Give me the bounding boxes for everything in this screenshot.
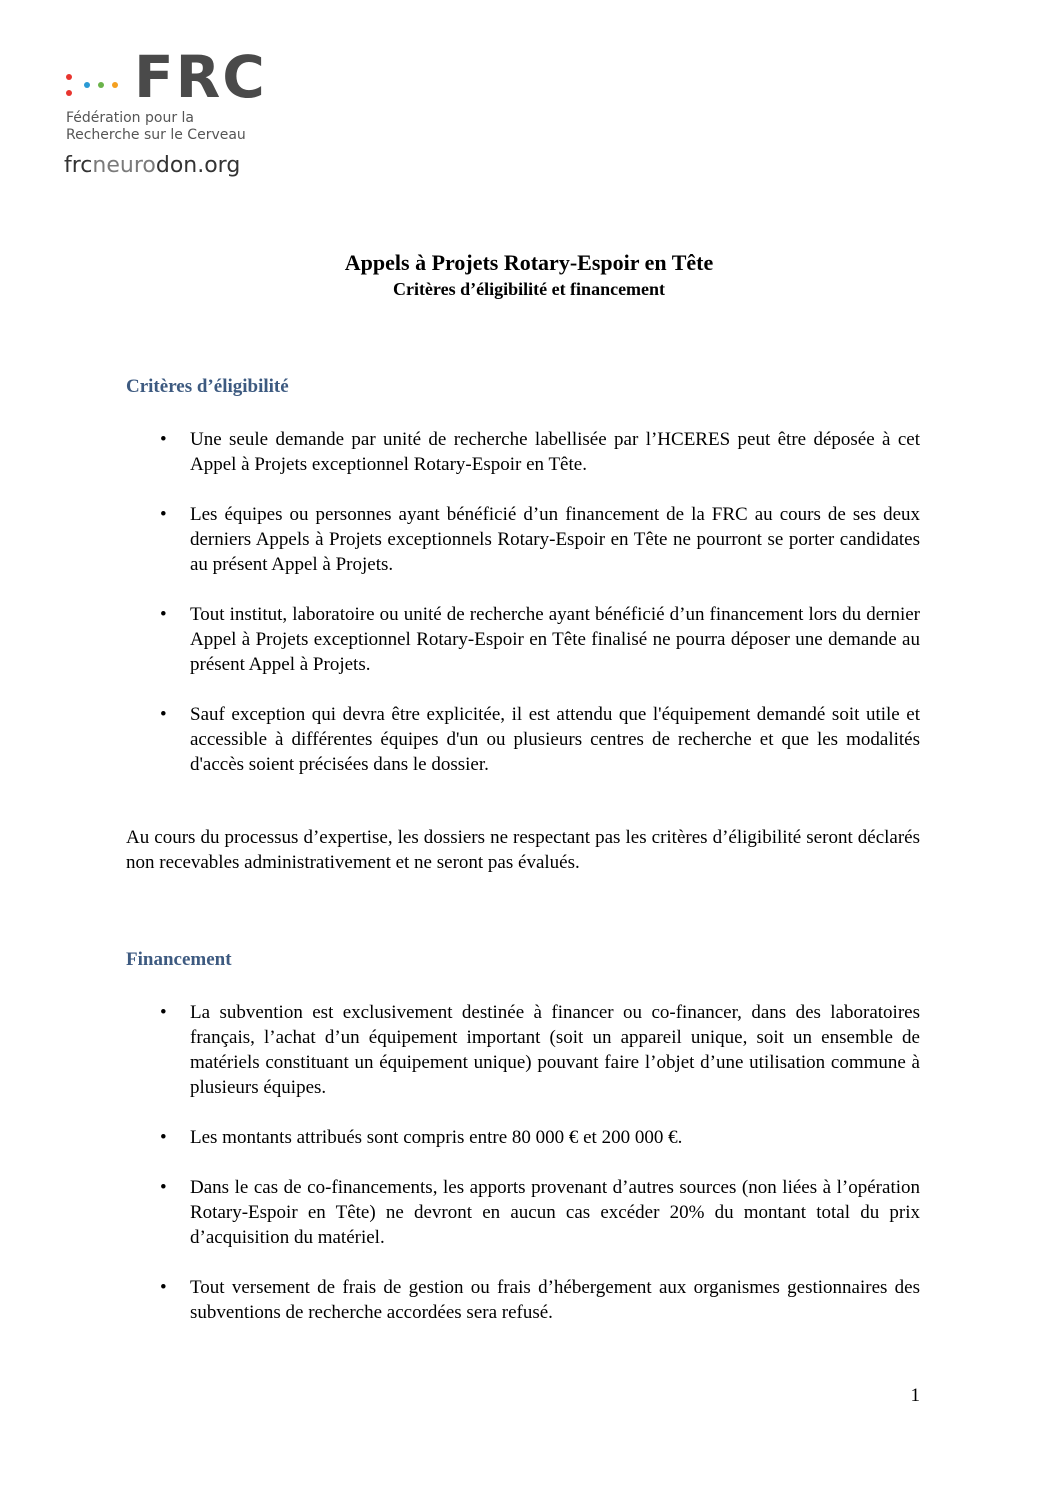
logo-subtitle-line2: Recherche sur le Cerveau [66, 127, 246, 143]
list-item-text: La subvention est exclusivement destinée à financer ou co-financer, dans des laboratoires français, l’achat d’un équipement important (soit un appareil unique, soit un ensemble de matériels constituant un équipement unique) pouvant faire l’objet d’une utilisation commune à plusieurs équipes. [190, 1002, 920, 1098]
eligibility-list [150, 427, 920, 777]
logo-dot-orange [112, 82, 118, 88]
bullet-icon: • [160, 1002, 167, 1023]
bullet-icon: • [160, 1177, 167, 1198]
logo-url-part1: frc [64, 153, 93, 178]
list-item [150, 427, 920, 477]
logo-url [64, 153, 240, 178]
list-item [150, 702, 920, 777]
bullet-icon: • [160, 1277, 167, 1298]
logo-dot-red [66, 74, 72, 80]
list-item-text: Tout versement de frais de gestion ou frais d’hébergement aux organismes gestionnaires des subventions de recherche accordées sera refusé. [190, 1277, 920, 1323]
logo-url-part2: neuro [92, 153, 156, 178]
list-item-text: Les équipes ou personnes ayant bénéficié d’un financement de la FRC au cours de ses deux derniers Appels à Projets exceptionnels Rotary-Espoir en Tête ne pourront se porter candidates au présent Appel à Projets. [190, 504, 920, 575]
list-item-text: Dans le cas de co-financements, les apports provenant d’autres sources (non liées à l’opération Rotary-Espoir en Tête) ne devront en aucun cas excéder 20% du montant total du prix d’acquisition du matériel. [190, 1177, 920, 1248]
bullet-icon: • [160, 429, 167, 450]
logo-dot-blue [84, 82, 90, 88]
frc-logo [64, 43, 267, 186]
document-subtitle: Critères d’éligibilité et financement [392, 279, 666, 299]
financing-list [150, 1000, 920, 1325]
list-item [150, 1000, 920, 1100]
logo-brand: FRC [134, 43, 267, 111]
section-heading-financing: Financement [126, 949, 232, 970]
logo-dot-red-low [66, 90, 72, 96]
list-item [150, 1125, 920, 1150]
bullet-icon: • [160, 504, 167, 525]
list-item-text: Sauf exception qui devra être explicitée, il est attendu que l'équipement demandé soit utile et accessible à différentes équipes d'un ou plusieurs centres de recherche et que les modalités d'accès soient précisées dans le dossier. [190, 704, 920, 775]
page-number: 1 [910, 1385, 920, 1406]
bullet-icon: • [160, 604, 167, 625]
list-item-text: Les montants attribués sont compris entre 80 000 € et 200 000 €. [190, 1127, 683, 1148]
list-item-text: Une seule demande par unité de recherche labellisée par l’HCERES peut être déposée à cet Appel à Projets exceptionnel Rotary-Espoir en Tête. [190, 429, 920, 475]
list-item [150, 1275, 920, 1325]
list-item-text: Tout institut, laboratoire ou unité de recherche ayant bénéficié d’un financement lors du dernier Appel à Projets exceptionnel Rotary-Espoir en Tête finalisé ne pourra déposer une demande au présent Appel à Projets. [190, 604, 920, 675]
document-title: Appels à Projets Rotary-Espoir en Tête [344, 250, 714, 275]
bullet-icon: • [160, 704, 167, 725]
list-item [150, 502, 920, 577]
logo-dot-green [98, 82, 104, 88]
list-item [150, 602, 920, 677]
bullet-icon: • [160, 1127, 167, 1148]
logo-url-part3: don.org [155, 153, 241, 178]
logo-subtitle-line1: Fédération pour la [66, 110, 195, 126]
section-heading-eligibility: Critères d’éligibilité [126, 376, 289, 397]
list-item [150, 1175, 920, 1250]
logo-dots-icon [66, 68, 126, 108]
eligibility-note: Au cours du processus d’expertise, les dossiers ne respectant pas les critères d’éligibilité seront déclarés non recevables administrativement et ne seront pas évalués. [126, 827, 920, 873]
logo-subtitle [66, 110, 286, 144]
